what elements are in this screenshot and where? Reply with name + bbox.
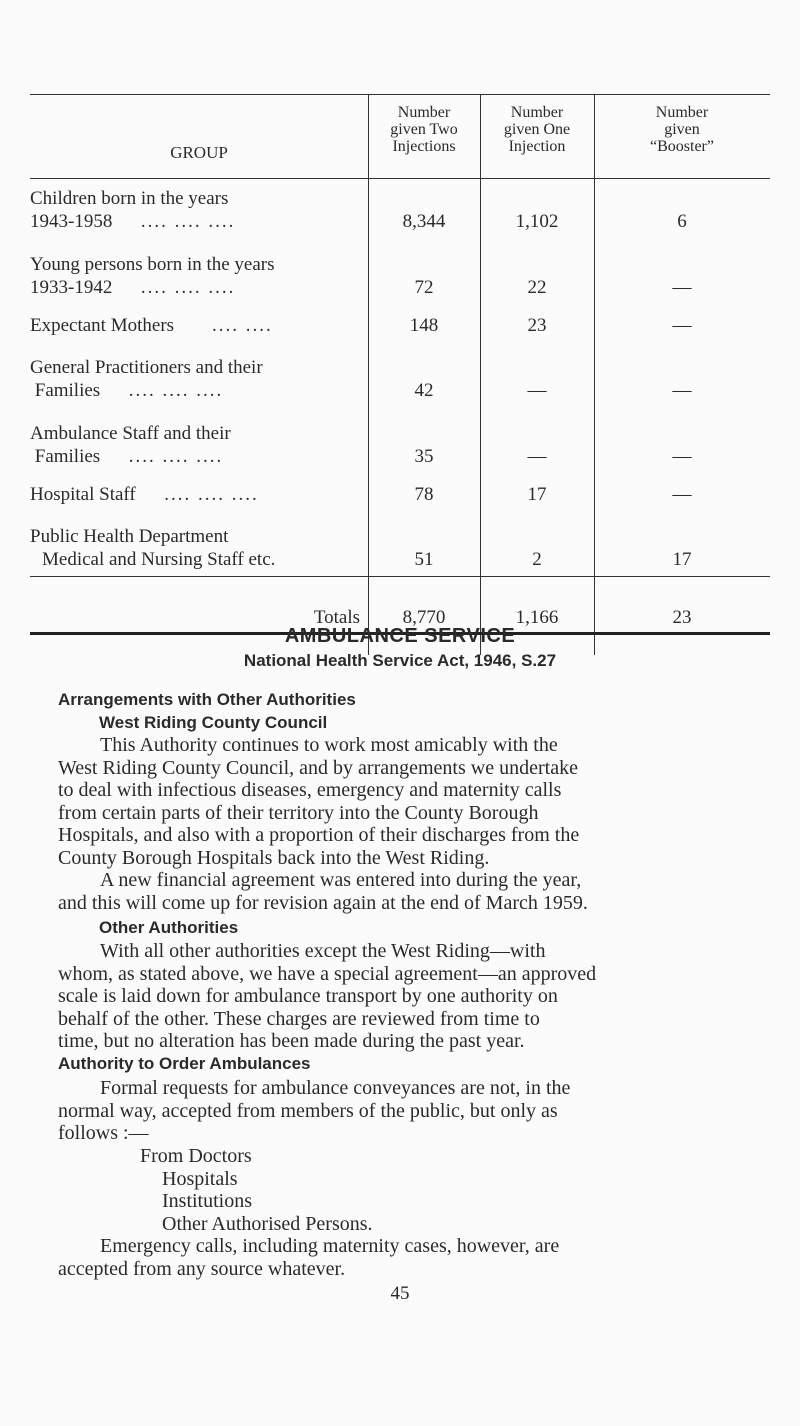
row-label bbox=[30, 525, 360, 571]
leader-dots: .... .... bbox=[212, 315, 273, 336]
header-group: GROUP bbox=[170, 143, 228, 162]
cell-two-injections: 72 bbox=[414, 277, 434, 298]
cell-two-injections: 8,344 bbox=[402, 211, 446, 232]
list-item: Hospitals bbox=[162, 1167, 238, 1190]
cell-one-injection: — bbox=[527, 446, 547, 467]
text-line: Formal requests for ambulance conveyances are not, in the bbox=[100, 1077, 571, 1099]
text-line: West Riding County Council, and by arrangements we undertake bbox=[58, 756, 578, 779]
header-line: Injections bbox=[392, 138, 456, 155]
text-line: from certain parts of their territory into the County Borough bbox=[58, 801, 539, 824]
text-line: County Borough Hospitals back into the West Riding. bbox=[58, 846, 490, 869]
section-subtitle: National Health Service Act, 1946, S.27 bbox=[243, 651, 557, 670]
list-item: From Doctors bbox=[140, 1145, 252, 1167]
row-label bbox=[30, 187, 360, 233]
header-line: given bbox=[664, 121, 700, 138]
cell-one-injection: — bbox=[527, 380, 547, 401]
header-one-injection bbox=[480, 104, 594, 155]
header-rule bbox=[30, 178, 770, 179]
leader-dots: .... .... .... bbox=[140, 277, 236, 298]
row-label-text: Families bbox=[34, 380, 101, 401]
row-label-text: Families bbox=[34, 446, 101, 467]
row-label-line: Young persons born in the years bbox=[30, 254, 275, 275]
text-line: follows :— bbox=[58, 1122, 149, 1144]
cell-one-injection: 1,102 bbox=[515, 211, 559, 232]
text-line: behalf of the other. These charges are reviewed from time to bbox=[58, 1007, 540, 1030]
text-line: and this will come up for revision again at the end of March 1959. bbox=[58, 891, 588, 914]
paragraph-west-riding bbox=[58, 734, 774, 914]
cell-booster: — bbox=[672, 484, 692, 505]
cell-two-injections: 35 bbox=[414, 446, 434, 467]
total-one-injection: 1,166 bbox=[515, 607, 559, 628]
text-line: accepted from any source whatever. bbox=[58, 1257, 346, 1280]
section-title: AMBULANCE SERVICE bbox=[284, 625, 516, 647]
cell-one-injection: 22 bbox=[527, 277, 547, 298]
header-line: given One bbox=[503, 121, 571, 138]
total-two-injections: 8,770 bbox=[402, 607, 446, 628]
row-label bbox=[30, 483, 360, 506]
text-line: This Authority continues to work most amicably with the bbox=[100, 734, 558, 756]
row-label bbox=[30, 253, 360, 299]
text-line: scale is laid down for ambulance transport by one authority on bbox=[58, 985, 558, 1007]
cell-two-injections: 42 bbox=[414, 380, 434, 401]
leader-dots: .... .... .... bbox=[128, 380, 224, 401]
paragraph-emergency bbox=[58, 1235, 774, 1280]
row-label bbox=[30, 356, 360, 402]
cell-booster: — bbox=[672, 380, 692, 401]
cell-one-injection: 2 bbox=[532, 549, 542, 570]
leader-dots: .... .... .... bbox=[128, 446, 224, 467]
header-line: Number bbox=[510, 104, 564, 121]
heading-other-authorities: Other Authorities bbox=[99, 918, 239, 937]
row-label-line bbox=[30, 379, 360, 402]
header-line: Injection bbox=[508, 138, 566, 155]
text-line: A new financial agreement was entered into during the year, bbox=[100, 869, 582, 891]
text-line: Hospitals, and also with a proportion of their discharges from the bbox=[58, 824, 580, 846]
cell-one-injection: 17 bbox=[527, 484, 547, 505]
cell-one-injection: 23 bbox=[527, 315, 547, 336]
header-line: Number bbox=[655, 104, 709, 121]
cell-booster: — bbox=[672, 315, 692, 336]
cell-booster: — bbox=[672, 277, 692, 298]
row-label-line bbox=[30, 314, 360, 337]
cell-two-injections: 78 bbox=[414, 484, 434, 505]
leader-dots: .... .... .... bbox=[164, 484, 259, 505]
row-label-text: 1943-1958 bbox=[30, 211, 113, 232]
row-label-line: General Practitioners and their bbox=[30, 357, 263, 378]
table-top-rule bbox=[30, 94, 770, 95]
cell-booster: 6 bbox=[677, 211, 687, 232]
cell-two-injections: 148 bbox=[409, 315, 439, 336]
row-label bbox=[30, 314, 360, 337]
header-line: “Booster” bbox=[650, 138, 714, 155]
row-label-text: 1933-1942 bbox=[30, 277, 113, 298]
row-label-line: Children born in the years bbox=[30, 188, 229, 209]
cell-two-injections: 51 bbox=[414, 549, 434, 570]
header-two-injections bbox=[368, 104, 480, 155]
paragraph-other-authorities bbox=[58, 940, 774, 1053]
authorised-list bbox=[140, 1145, 373, 1235]
header-booster bbox=[594, 104, 770, 155]
row-label-line bbox=[30, 445, 360, 468]
text-line: whom, as stated above, we have a special agreement—an approved bbox=[58, 962, 597, 985]
row-label-line: Medical and Nursing Staff etc. bbox=[42, 549, 276, 570]
row-label-line bbox=[30, 210, 360, 233]
row-label-text: Hospital Staff bbox=[30, 484, 136, 505]
header-line: given Two bbox=[390, 121, 458, 138]
total-booster: 23 bbox=[672, 607, 692, 628]
text-line: time, but no alteration has been made during the past year. bbox=[58, 1030, 525, 1052]
row-label-line: Public Health Department bbox=[30, 526, 229, 547]
totals-top-rule bbox=[30, 576, 770, 577]
paragraph-order-ambulances bbox=[58, 1077, 774, 1145]
list-item: Institutions bbox=[162, 1190, 253, 1212]
heading-west-riding: West Riding County Council bbox=[99, 713, 328, 732]
text-line: With all other authorities except the West Riding—with bbox=[100, 940, 546, 962]
heading-order-ambulances: Authority to Order Ambulances bbox=[58, 1054, 311, 1073]
text-line: to deal with infectious diseases, emergency and maternity calls bbox=[58, 779, 562, 801]
leader-dots: .... .... .... bbox=[140, 211, 236, 232]
text-line: normal way, accepted from members of the public, but only as bbox=[58, 1099, 558, 1122]
heading-arrangements: Arrangements with Other Authorities bbox=[58, 690, 356, 709]
list-item: Other Authorised Persons. bbox=[162, 1212, 373, 1235]
cell-booster: 17 bbox=[672, 549, 692, 570]
row-label-line bbox=[30, 276, 360, 299]
row-label bbox=[30, 422, 360, 468]
row-label-text: Expectant Mothers bbox=[30, 315, 175, 336]
cell-booster: — bbox=[672, 446, 692, 467]
header-line: Number bbox=[397, 104, 451, 121]
row-label-line bbox=[30, 483, 360, 506]
row-label-line: Ambulance Staff and their bbox=[30, 423, 231, 444]
totals-label: Totals bbox=[313, 607, 360, 628]
text-line: Emergency calls, including maternity cases, however, are bbox=[100, 1235, 560, 1257]
page-number: 45 bbox=[390, 1283, 410, 1304]
